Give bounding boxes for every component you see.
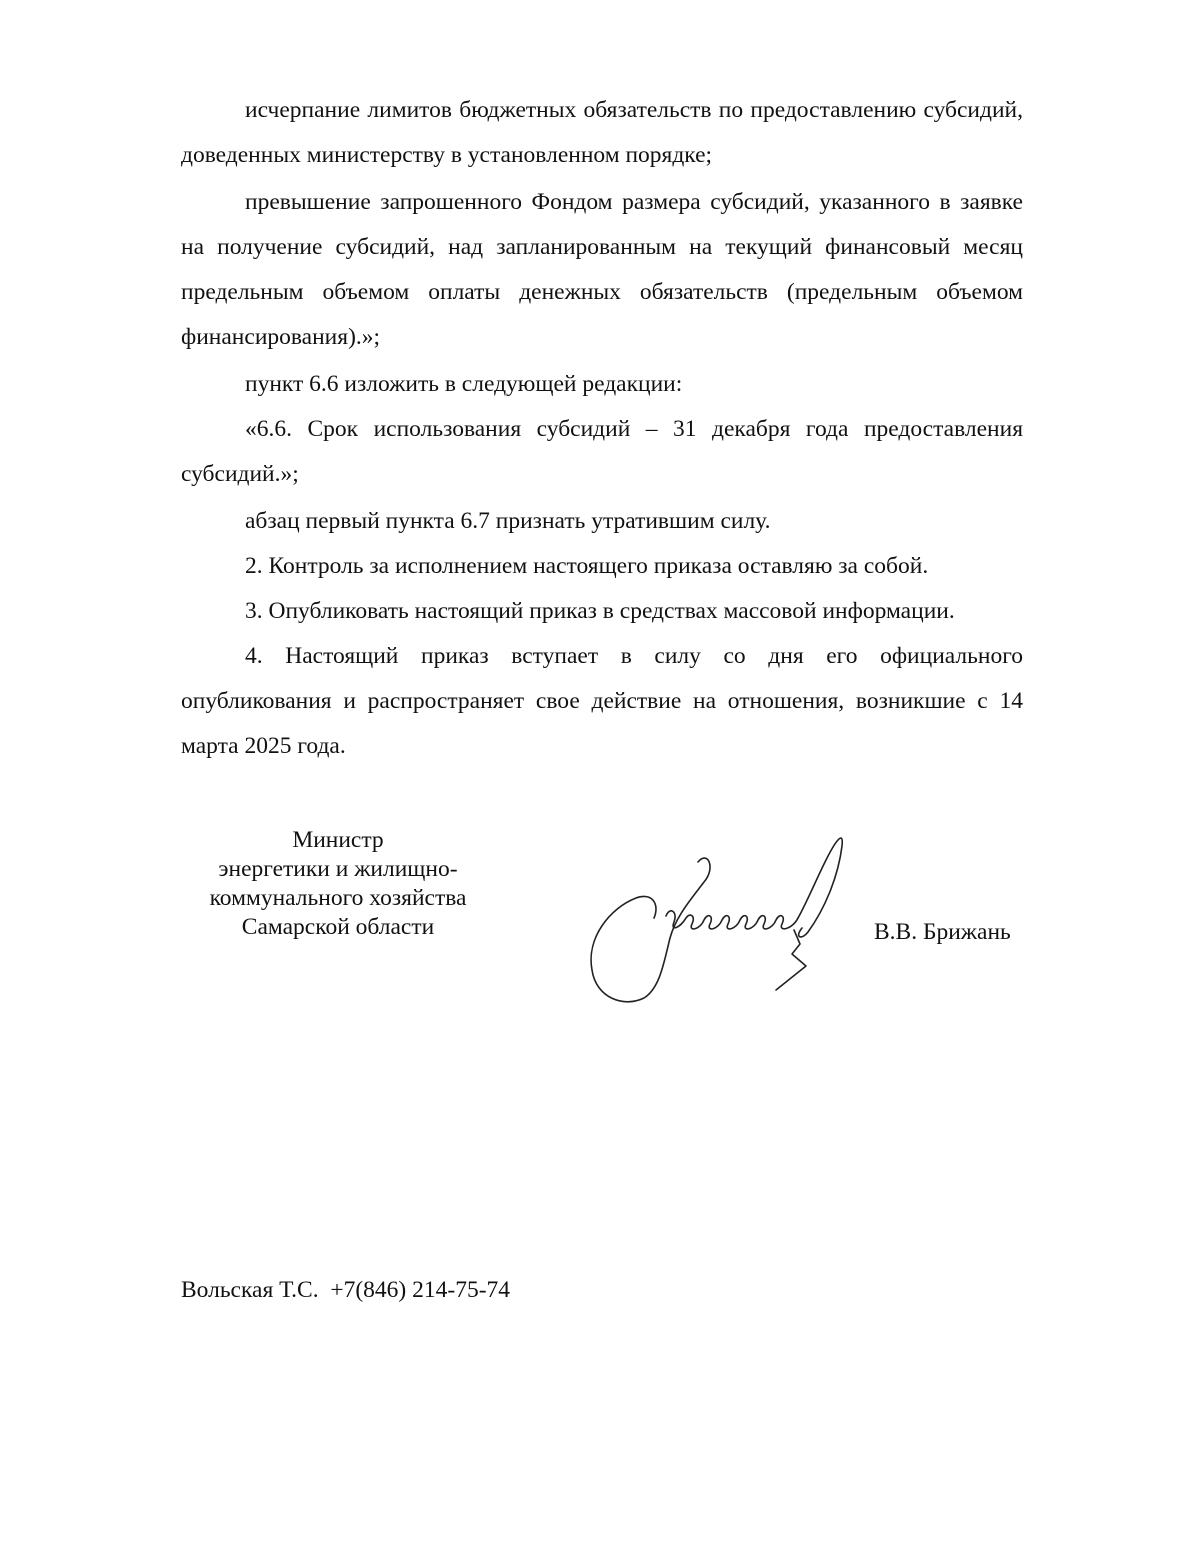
paragraph-subsidy-excess: превышение запрошенного Фондом размера субсидий, указанного в заявке на получение субсидий, над запланированным на текущий финансовый месяц предельным объемом оплаты денежных обязательств (предельным объемом финансирования).»;	[181, 189, 1023, 350]
signatory-name: В.В. Брижань	[874, 919, 1011, 945]
paragraph-effective-date: 4. Настоящий приказ вступает в силу со дня его официального опубликования и распространяет свое действие на отношения, возникшие с 14 марта 2025 года.	[181, 643, 1023, 759]
signatory-title-line: коммунального хозяйства	[209, 885, 467, 911]
paragraph-clause-6-6-intro: пункт 6.6 изложить в следующей редакции:	[245, 371, 683, 397]
contact-phone: +7(846) 214-75-74	[330, 1277, 511, 1303]
contact-line	[181, 1276, 510, 1305]
paragraph-publish: 3. Опубликовать настоящий приказ в средствах массовой информации.	[245, 598, 955, 624]
paragraph-clause-6-6: «6.6. Срок использования субсидий – 31 декабря года предоставления субсидий.»;	[181, 416, 1023, 487]
signatory-title-line: энергетики и жилищно-	[218, 856, 458, 882]
handwritten-signature	[580, 820, 850, 1010]
contact-separator	[319, 1277, 331, 1303]
paragraph-control: 2. Контроль за исполнением настоящего приказа оставляю за собой.	[245, 553, 929, 579]
document-body	[181, 88, 1023, 769]
contact-person: Вольская Т.С.	[181, 1277, 319, 1303]
signatory-title-line: Самарской области	[241, 914, 435, 940]
signatory-title-line: Министр	[292, 827, 384, 853]
signatory-title	[178, 826, 498, 942]
paragraph-clause-6-7: абзац первый пункта 6.7 признать утратившим силу.	[245, 508, 771, 534]
paragraph-budget-limits: исчерпание лимитов бюджетных обязательств по предоставлению субсидий, доведенных министерству в установленном порядке;	[181, 97, 1023, 168]
